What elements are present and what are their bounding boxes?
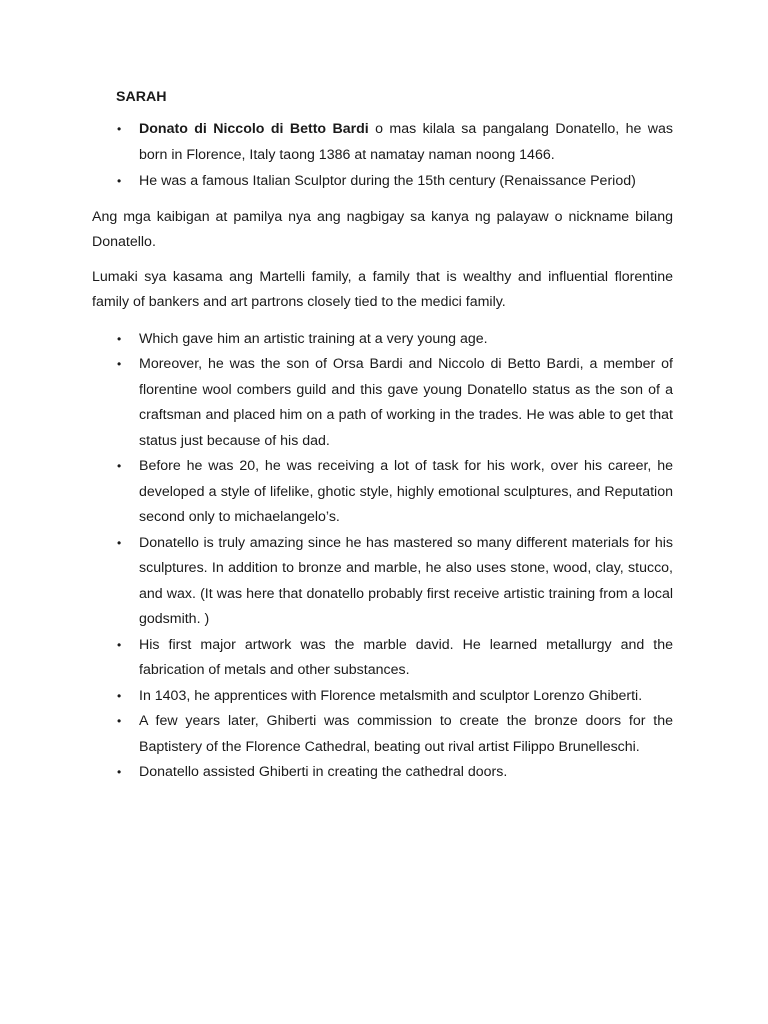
bold-name: Donato di Niccolo di Betto Bardi <box>139 121 369 137</box>
list-item <box>92 531 673 633</box>
bullet-icon: • <box>117 122 122 136</box>
bullet-icon: • <box>117 637 122 652</box>
list-item <box>92 352 673 454</box>
list-item <box>92 633 673 684</box>
bullet-icon: • <box>117 688 122 703</box>
list-item-text: Before he was 20, he was receiving a lot of task for his work, over his career, he developed a style of lifelike, ghotic style, highly emotional sculptures, and Reputation second only to michaelangelo’s. <box>139 458 673 525</box>
list-item-text: He was a famous Italian Sculptor during the 15th century (Renaissance Period) <box>139 173 636 189</box>
list-item-text: Donatello assisted Ghiberti in creating the cathedral doors. <box>139 764 508 780</box>
detail-bullet-list <box>92 327 673 786</box>
list-item-text: o mas kilala sa pangalang Donatello, he was born in Florence, Italy taong 1386 at namatay naman noong 1466. <box>139 121 673 163</box>
bullet-icon: • <box>117 459 122 473</box>
bullet-icon: • <box>117 331 122 346</box>
document-title: SARAH <box>116 89 167 105</box>
list-item-text: A few years later, Ghiberti was commission to create the bronze doors for the Baptistery of the Florence Cathedral, beating out rival artist Filippo Brunelleschi. <box>139 713 673 755</box>
bullet-icon: • <box>117 357 122 371</box>
intro-bullet-list <box>92 117 673 195</box>
bullet-icon: • <box>117 765 122 779</box>
paragraph: Ang mga kaibigan at pamilya nya ang nagbigay sa kanya ng palayaw o nickname bilang Donatello. <box>92 208 673 250</box>
list-item <box>92 684 673 710</box>
list-item-text: Donatello is truly amazing since he has mastered so many different materials for his sculptures. In addition to bronze and marble, he also uses stone, wood, clay, stucco, and wax. (It was here that donatello probably first receive artistic training from a local godsmith. ) <box>139 534 673 627</box>
list-item <box>92 760 673 786</box>
list-item <box>92 117 673 168</box>
list-item <box>92 454 673 531</box>
list-item <box>92 709 673 760</box>
bullet-icon: • <box>117 535 122 550</box>
list-item <box>92 327 673 353</box>
list-item <box>92 169 673 195</box>
list-item-text: Moreover, he was the son of Orsa Bardi and Niccolo di Betto Bardi, a member of florentine wool combers guild and this gave young Donatello status as the son of a craftsman and placed him on a path of working in the trades. He was able to get that status just because of his dad. <box>139 356 673 449</box>
list-item-text: His first major artwork was the marble david. He learned metallurgy and the fabrication of metals and other substances. <box>139 636 673 678</box>
bullet-icon: • <box>117 714 122 728</box>
list-item-text: Which gave him an artistic training at a very young age. <box>139 330 488 347</box>
list-item-text: In 1403, he apprentices with Florence metalsmith and sculptor Lorenzo Ghiberti. <box>139 687 643 704</box>
bullet-icon: • <box>117 174 122 188</box>
paragraph: Lumaki sya kasama ang Martelli family, a family that is wealthy and influential florentine family of bankers and art partrons closely tied to the medici family. <box>92 268 673 310</box>
